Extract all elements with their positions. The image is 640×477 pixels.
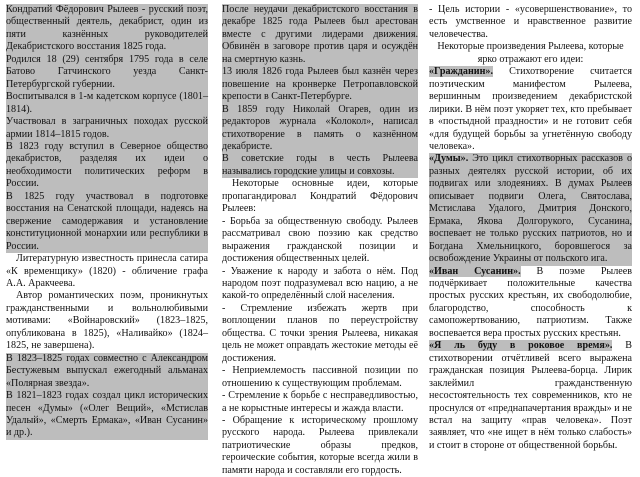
biography-satire: Литературную известность принесла сатира «К временщику» (1820) - обличение графа А.А. Аракчеева.: [6, 253, 208, 289]
biography-almanac: В 1823–1825 годах совместно с Александром Бестужевым выпускал ежегодный альманах «Полярная звезда».: [6, 352, 208, 389]
biography-uprising: В 1825 году участвовал в подготовке восстания на Сенатской площади, надеясь на свержение самодержавия и установление конституционной монархии или республики в России.: [6, 190, 208, 252]
column-works: [429, 4, 632, 452]
biography-northern-society: В 1823 году вступил в Северное общество декабристов, разделяя их идеи о необходимости политических реформ в России.: [6, 140, 208, 190]
column-ideas: [222, 4, 418, 477]
work-dumy: [429, 153, 632, 265]
idea-history: - Обращение к историческому прошлому русского народа. Рылеева привлекали патриотические образы предков, героические события, которые всегда жили в памяти народа и составляли его гордость.: [222, 414, 418, 476]
idea-freedom: - Борьба за общественную свободу. Рылеев рассматривал свою поэзию как средство выражения гражданской позиции и достижения общественных целей.: [222, 215, 418, 265]
idea-justice: - Стремление к борьбе с несправедливостью, а не корыстные интересы и жажда власти.: [222, 390, 418, 414]
soviet-paragraph: В советские годы в честь Рылеева назывались городские улицы и совхозы.: [222, 153, 418, 177]
biography-education: Воспитывался в 1-м кадетском корпусе (1801–1814).: [6, 91, 208, 115]
arrest-paragraph: После неудачи декабристского восстания в декабре 1825 года Рылеев был арестован вместе с другими лидерами движения. Обвинён в заговоре против царя и осуждён на смертную казнь.: [222, 4, 418, 65]
work-grazhdanin: [429, 66, 632, 153]
column-biography: [6, 4, 208, 440]
work-grazhdanin-title: «Гражданин».: [429, 66, 493, 78]
work-dumy-title: «Думы».: [429, 153, 469, 165]
biography-birth: Родился 18 (29) сентября 1795 года в селе Батово Гатчинского уезда Санкт-Петербургской губернии.: [6, 53, 208, 90]
work-grazhdanin-text: Стихотворение считается поэтическим манифестом Рылеева, вершинным произведением декабристской лирики. В нём поэт укоряет тех, кто пребывает в «постыдной праздности» и не готовит себя «для будущей борьбы за угнетённую свободу человека».: [429, 66, 632, 152]
work-susanin-text: В поэме Рылеев подчёркивает положительные качества простых русских крестьян, их свободолюбие, благородство, способность к самопожертвованию, патриотизм. Также воспевается вера простых русских крестьян.: [429, 265, 632, 339]
ogarev-paragraph: В 1859 году Николай Огарев, один из редакторов журнала «Колокол», написал стихотворение в память о казнённом декабристе.: [222, 103, 418, 152]
idea-active-position: - Неприемлемость пассивной позиции по отношению к существующим проблемам.: [222, 365, 418, 389]
biography-poems: Автор романтических поэм, проникнутых гражданственными и вольнолюбивыми мотивами: «Войнаровский» (1823–1825, опубликована в 1825), «Наливайко» (1824–1825, не завершена).: [6, 290, 208, 352]
work-rokovoe-vremya: [429, 340, 632, 452]
idea-people: - Уважение к народу и забота о нём. Под народом поэт подразумевал всю нацию, а не какой-то определённый слой населения.: [222, 265, 418, 302]
idea-no-victims: - Стремление избежать жертв при воплощении планов по переустройству общества. С точки зрения Рылеева, никакая цель не может оправдать жестокие методы её достижения.: [222, 302, 418, 364]
execution-paragraph: 13 июля 1826 года Рылеев был казнён через повешение на кронверке Петропавловской крепости в Санкт-Петербурге.: [222, 66, 418, 103]
work-susanin: [429, 266, 632, 341]
works-intro: Некоторые произведения Рылеева, которые ярко отражают его идеи:: [437, 41, 624, 65]
biography-intro: Кондратий Фёдорович Рылеев - русский поэт, общественный деятель, декабрист, один из пяти казнённых руководителей Декабристского восстания 1825 года.: [6, 4, 208, 53]
work-rokovoe-vremya-title: «Я ль буду в роковое время».: [429, 340, 613, 352]
biography-campaigns: Участвовал в заграничных походах русской армии 1814–1815 годов.: [6, 116, 208, 140]
biography-dumy: В 1821–1823 годах создал цикл исторических песен «Думы» («Олег Вещий», «Мстислав Удалый», «Смерть Ермака», «Иван Сусанин» и др.).: [6, 390, 208, 439]
work-susanin-title: «Иван Сусанин».: [429, 265, 521, 277]
idea-progress: - Цель истории - «усовершенствование», то есть умственное и нравственное развитие человечества.: [429, 4, 632, 40]
work-rokovoe-vremya-text: В стихотворении отчётливей всего выражена гражданская позиция Рылеева-борца. Лирик заклеймил гражданственную несостоятельность тех современников, кто не проснулся от «преднапачертания вражды» и не встал на защиту «прав человека». Поэт заявляет, что «не ищет в нём только слабость» и стоит в стороне от общественной борьбы.: [429, 340, 632, 451]
ideas-intro: Некоторые основные идеи, которые пропагандировал Кондратий Фёдорович Рылеев:: [222, 178, 418, 215]
work-dumy-text: Это цикл стихотворных рассказов о разных деятелях русской истории, об их подвигах или злодеяниях. В думах Рылеев описывает подвиги Олега, Святослава, Мстислава Удалого, Дмитрия Донского, Ермака, Якова Долгорукого, Сусанина, воспевает не только русских патриотов, но и Богдана Хмельницкого, боровшегося за освобождение Украины от польского ига.: [429, 153, 632, 265]
